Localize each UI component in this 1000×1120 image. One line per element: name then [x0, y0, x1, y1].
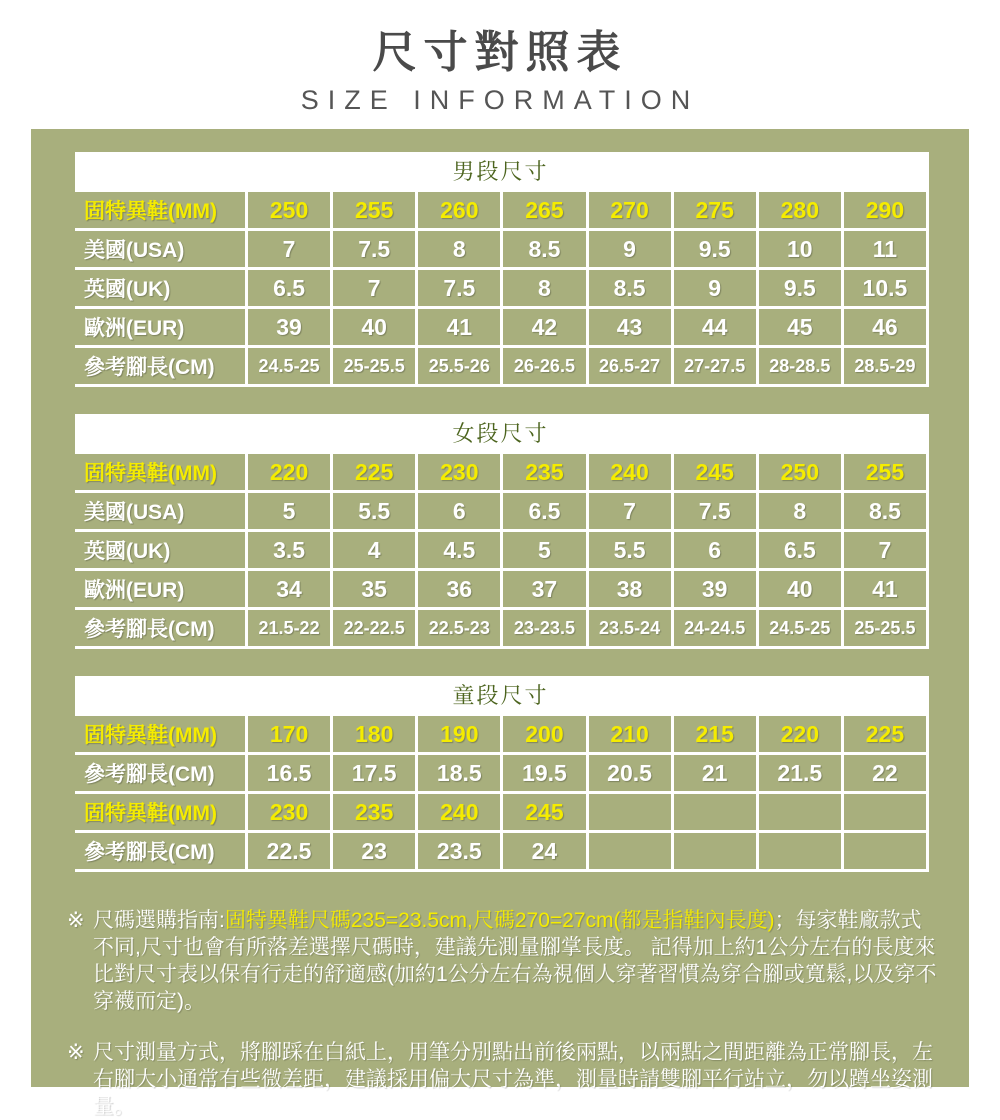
- size-cell: 225: [844, 716, 926, 752]
- size-cell: 23-23.5: [503, 610, 585, 646]
- size-cell: 8: [759, 493, 841, 529]
- size-cell: 6: [674, 532, 756, 568]
- size-cell: 8.5: [589, 270, 671, 306]
- size-cell: 18.5: [418, 755, 500, 791]
- size-cell: 38: [589, 571, 671, 607]
- size-cell: 220: [759, 716, 841, 752]
- page-header: [0, 0, 1000, 116]
- note-segment: 固特異鞋尺碼235=23.5cm,尺碼270=27cm(都是指鞋內長度): [224, 909, 775, 932]
- size-cell: 250: [248, 192, 330, 228]
- size-cell: 8.5: [503, 231, 585, 267]
- size-cell: 275: [674, 192, 756, 228]
- size-cell: 25.5-26: [418, 348, 500, 384]
- size-cell: 180: [333, 716, 415, 752]
- size-cell: 36: [418, 571, 500, 607]
- size-cell: 255: [333, 192, 415, 228]
- size-cell: 22.5: [248, 833, 330, 869]
- section-title: 女段尺寸: [75, 414, 926, 451]
- size-cell: 16.5: [248, 755, 330, 791]
- size-cell: [674, 794, 756, 830]
- size-cell: 24.5-25: [248, 348, 330, 384]
- size-cell: 245: [674, 454, 756, 490]
- size-cell: 3.5: [248, 532, 330, 568]
- row-label: 歐洲(EUR): [75, 309, 245, 345]
- size-cell: 290: [844, 192, 926, 228]
- size-cell: 41: [418, 309, 500, 345]
- size-cell: 225: [333, 454, 415, 490]
- size-cell: 39: [674, 571, 756, 607]
- size-cell: 20.5: [589, 755, 671, 791]
- size-cell: [759, 794, 841, 830]
- size-cell: [674, 833, 756, 869]
- size-cell: 9: [674, 270, 756, 306]
- size-cell: 200: [503, 716, 585, 752]
- size-cell: 19.5: [503, 755, 585, 791]
- size-cell: 17.5: [333, 755, 415, 791]
- size-cell: 215: [674, 716, 756, 752]
- note-text: [93, 1039, 939, 1120]
- size-cell: 40: [333, 309, 415, 345]
- size-cell: 26.5-27: [589, 348, 671, 384]
- size-table-women: [75, 414, 929, 649]
- row-label: 參考腳長(CM): [75, 833, 245, 869]
- size-cell: 37: [503, 571, 585, 607]
- size-cell: 21.5: [759, 755, 841, 791]
- size-cell: 27-27.5: [674, 348, 756, 384]
- row-label: 固特異鞋(MM): [75, 794, 245, 830]
- size-cell: 6.5: [503, 493, 585, 529]
- size-cell: 7.5: [418, 270, 500, 306]
- size-cell: 24-24.5: [674, 610, 756, 646]
- size-cell: 7.5: [674, 493, 756, 529]
- size-cell: [759, 833, 841, 869]
- size-cell: 42: [503, 309, 585, 345]
- size-cell: 23: [333, 833, 415, 869]
- note-segment: ；每家鞋廠款式不同,尺寸也會有所落差選擇尺碼時，建議先測量腳掌長度。 記得加上約1公分左右的長度來比對尺寸表以保有行走的舒適感(加約1公分左右為視個人穿著習慣為穿合腳或寬鬆,以及穿不穿襪而定)。: [93, 909, 937, 1013]
- size-cell: 8.5: [844, 493, 926, 529]
- size-cell: 250: [759, 454, 841, 490]
- size-cell: 230: [248, 794, 330, 830]
- size-cell: 26-26.5: [503, 348, 585, 384]
- size-notes: [31, 899, 969, 1120]
- size-cell: 28-28.5: [759, 348, 841, 384]
- page-title: 尺寸對照表: [372, 28, 628, 77]
- size-cell: [589, 833, 671, 869]
- row-label: 固特異鞋(MM): [75, 716, 245, 752]
- size-cell: 7: [248, 231, 330, 267]
- size-cell: 230: [418, 454, 500, 490]
- size-cell: 35: [333, 571, 415, 607]
- row-label: 參考腳長(CM): [75, 610, 245, 646]
- size-cell: 7: [333, 270, 415, 306]
- section-title: 男段尺寸: [75, 152, 926, 189]
- size-cell: 6: [418, 493, 500, 529]
- size-cell: 43: [589, 309, 671, 345]
- size-cell: [844, 833, 926, 869]
- size-cell: 235: [333, 794, 415, 830]
- size-cell: 22: [844, 755, 926, 791]
- size-cell: 4.5: [418, 532, 500, 568]
- size-panel: [31, 129, 969, 1118]
- size-cell: 44: [674, 309, 756, 345]
- size-cell: 245: [503, 794, 585, 830]
- size-cell: 7.5: [333, 231, 415, 267]
- size-cell: 46: [844, 309, 926, 345]
- note: [67, 907, 939, 1015]
- size-cell: 45: [759, 309, 841, 345]
- size-cell: 39: [248, 309, 330, 345]
- note: [67, 1039, 939, 1120]
- size-cell: 9: [589, 231, 671, 267]
- size-cell: 210: [589, 716, 671, 752]
- size-cell: 280: [759, 192, 841, 228]
- note-marker: ※: [67, 1041, 85, 1064]
- size-cell: 22.5-23: [418, 610, 500, 646]
- row-label: 固特異鞋(MM): [75, 192, 245, 228]
- size-cell: 25-25.5: [333, 348, 415, 384]
- size-cell: 25-25.5: [844, 610, 926, 646]
- size-cell: 5: [503, 532, 585, 568]
- size-cell: 24: [503, 833, 585, 869]
- size-cell: 11: [844, 231, 926, 267]
- row-label: 英國(UK): [75, 532, 245, 568]
- row-label: 英國(UK): [75, 270, 245, 306]
- size-cell: 23.5-24: [589, 610, 671, 646]
- size-cell: 255: [844, 454, 926, 490]
- size-cell: 8: [418, 231, 500, 267]
- size-table-men: [75, 152, 929, 387]
- row-label: 美國(USA): [75, 493, 245, 529]
- size-cell: [589, 794, 671, 830]
- note-marker: ※: [67, 909, 85, 932]
- size-cell: 5: [248, 493, 330, 529]
- page-subtitle: SIZE INFORMATION: [300, 85, 700, 115]
- size-cell: 6.5: [759, 532, 841, 568]
- size-cell: 7: [844, 532, 926, 568]
- size-cell: 21.5-22: [248, 610, 330, 646]
- size-cell: 190: [418, 716, 500, 752]
- section-title: 童段尺寸: [75, 676, 926, 713]
- size-cell: 170: [248, 716, 330, 752]
- row-label: 參考腳長(CM): [75, 755, 245, 791]
- size-cell: 240: [418, 794, 500, 830]
- size-cell: 7: [589, 493, 671, 529]
- size-cell: 5.5: [589, 532, 671, 568]
- size-cell: 40: [759, 571, 841, 607]
- size-cell: 24.5-25: [759, 610, 841, 646]
- size-table-kids: [75, 676, 929, 872]
- row-label: 歐洲(EUR): [75, 571, 245, 607]
- size-cell: 9.5: [759, 270, 841, 306]
- size-cell: 270: [589, 192, 671, 228]
- size-cell: 8: [503, 270, 585, 306]
- size-cell: 260: [418, 192, 500, 228]
- note-segment: 尺寸測量方式，將腳踩在白紙上，用筆分別點出前後兩點，以兩點之間距離為正常腳長，左右腳大小通常有些微差距，建議採用偏大尺寸為準，測量時請雙腳平行站立，勿以蹲坐姿測量。: [93, 1041, 933, 1118]
- row-label: 美國(USA): [75, 231, 245, 267]
- size-cell: 265: [503, 192, 585, 228]
- size-cell: 4: [333, 532, 415, 568]
- row-label: 固特異鞋(MM): [75, 454, 245, 490]
- size-cell: 9.5: [674, 231, 756, 267]
- size-cell: 28.5-29: [844, 348, 926, 384]
- note-segment: 尺碼選購指南:: [93, 909, 225, 932]
- size-cell: 21: [674, 755, 756, 791]
- size-cell: 10: [759, 231, 841, 267]
- size-cell: 41: [844, 571, 926, 607]
- row-label: 參考腳長(CM): [75, 348, 245, 384]
- size-cell: 235: [503, 454, 585, 490]
- note-text: [93, 907, 939, 1015]
- size-cell: 22-22.5: [333, 610, 415, 646]
- size-cell: 10.5: [844, 270, 926, 306]
- size-tables: [31, 152, 969, 872]
- size-cell: 23.5: [418, 833, 500, 869]
- size-cell: 220: [248, 454, 330, 490]
- size-cell: [844, 794, 926, 830]
- size-cell: 34: [248, 571, 330, 607]
- size-cell: 6.5: [248, 270, 330, 306]
- size-cell: 5.5: [333, 493, 415, 529]
- size-cell: 240: [589, 454, 671, 490]
